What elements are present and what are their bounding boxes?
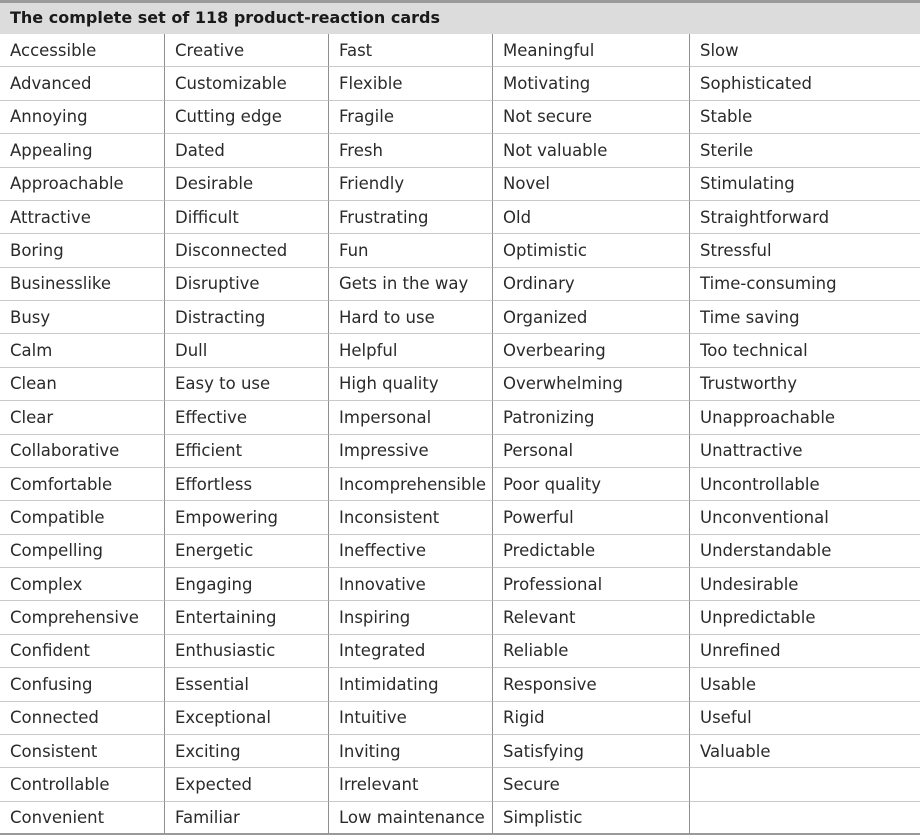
table-cell: Entertaining	[164, 601, 328, 634]
table-cell: Not valuable	[492, 134, 689, 167]
table-cell: Responsive	[492, 668, 689, 701]
table-cell: Useful	[689, 702, 920, 735]
table-cell: Engaging	[164, 568, 328, 601]
table-cell: Time-consuming	[689, 268, 920, 301]
table-cell: Simplistic	[492, 802, 689, 835]
table-cell: Time saving	[689, 301, 920, 334]
table-cell: Usable	[689, 668, 920, 701]
table-cell: Helpful	[328, 334, 492, 367]
table-cell: Efficient	[164, 435, 328, 468]
table-cell: Slow	[689, 34, 920, 67]
table-cell: Motivating	[492, 67, 689, 100]
table-cell: Stimulating	[689, 168, 920, 201]
table-cell: Enthusiastic	[164, 635, 328, 668]
table-cell: Integrated	[328, 635, 492, 668]
table-cell: Impressive	[328, 435, 492, 468]
table-cell: Incomprehensible	[328, 468, 492, 501]
table-cell: Confident	[0, 635, 164, 668]
table-cell: Rigid	[492, 702, 689, 735]
table-cell: Ineffective	[328, 535, 492, 568]
table-cell: Dated	[164, 134, 328, 167]
table-cell: Friendly	[328, 168, 492, 201]
table-cell: Patronizing	[492, 401, 689, 434]
table-cell: Undesirable	[689, 568, 920, 601]
table-cell: Distracting	[164, 301, 328, 334]
table-cell: Exceptional	[164, 702, 328, 735]
table-cell: Creative	[164, 34, 328, 67]
table-cell: Connected	[0, 702, 164, 735]
table-cell: Cutting edge	[164, 101, 328, 134]
table-cell: Collaborative	[0, 435, 164, 468]
table-cell: Comprehensive	[0, 601, 164, 634]
table-cell: Ordinary	[492, 268, 689, 301]
table-cell: Expected	[164, 768, 328, 801]
table-cell: Reliable	[492, 635, 689, 668]
table-cell: Meaningful	[492, 34, 689, 67]
table-cell: Unattractive	[689, 435, 920, 468]
table-cell: Familiar	[164, 802, 328, 835]
table-cell: Powerful	[492, 501, 689, 534]
table-cell: Unconventional	[689, 501, 920, 534]
table-cell: Overbearing	[492, 334, 689, 367]
table-cell: Sterile	[689, 134, 920, 167]
table-cell: Controllable	[0, 768, 164, 801]
table-cell: Consistent	[0, 735, 164, 768]
table-cell: Complex	[0, 568, 164, 601]
table-cell: Compatible	[0, 501, 164, 534]
table-cell: Exciting	[164, 735, 328, 768]
table-cell: Difficult	[164, 201, 328, 234]
table-cell: Novel	[492, 168, 689, 201]
table-cell: Poor quality	[492, 468, 689, 501]
table-cell: Flexible	[328, 67, 492, 100]
table-cell: Fun	[328, 234, 492, 267]
table-cell: Confusing	[0, 668, 164, 701]
table-cell: Secure	[492, 768, 689, 801]
table-cell: Not secure	[492, 101, 689, 134]
table-cell: Busy	[0, 301, 164, 334]
table-cell: Frustrating	[328, 201, 492, 234]
table-cell: Annoying	[0, 101, 164, 134]
table-cell: Unpredictable	[689, 601, 920, 634]
table-cell: Compelling	[0, 535, 164, 568]
table-cell: Customizable	[164, 67, 328, 100]
table-cell: Effortless	[164, 468, 328, 501]
table-cell: Clear	[0, 401, 164, 434]
table-cell: Comfortable	[0, 468, 164, 501]
table-cell	[689, 768, 920, 801]
table-cell: Personal	[492, 435, 689, 468]
table-cell: Convenient	[0, 802, 164, 835]
table-cell: Desirable	[164, 168, 328, 201]
table-cell: Unapproachable	[689, 401, 920, 434]
table-cell: Satisfying	[492, 735, 689, 768]
table-cell: Fresh	[328, 134, 492, 167]
table-cell: Relevant	[492, 601, 689, 634]
table-cell: Uncontrollable	[689, 468, 920, 501]
table-cell: Empowering	[164, 501, 328, 534]
table-cell: Dull	[164, 334, 328, 367]
table-cell: Essential	[164, 668, 328, 701]
table-cell: Stressful	[689, 234, 920, 267]
table-cell: Approachable	[0, 168, 164, 201]
table-cell: Disruptive	[164, 268, 328, 301]
table-cell: High quality	[328, 368, 492, 401]
table-cell: Businesslike	[0, 268, 164, 301]
table-cell: Organized	[492, 301, 689, 334]
table-cell: Clean	[0, 368, 164, 401]
table-cell: Hard to use	[328, 301, 492, 334]
table-cell: Too technical	[689, 334, 920, 367]
table-cell: Impersonal	[328, 401, 492, 434]
table-cell: Inviting	[328, 735, 492, 768]
table-cell: Boring	[0, 234, 164, 267]
table-cell: Easy to use	[164, 368, 328, 401]
table-title: The complete set of 118 product-reaction cards	[0, 0, 920, 34]
table-cell: Understandable	[689, 535, 920, 568]
table-cell: Inconsistent	[328, 501, 492, 534]
table-cell: Intimidating	[328, 668, 492, 701]
table-cell: Predictable	[492, 535, 689, 568]
table-cell: Inspiring	[328, 601, 492, 634]
table-cell: Valuable	[689, 735, 920, 768]
table-cell: Accessible	[0, 34, 164, 67]
table-cell: Low maintenance	[328, 802, 492, 835]
table-cell: Overwhelming	[492, 368, 689, 401]
table-cell: Attractive	[0, 201, 164, 234]
table-cell: Irrelevant	[328, 768, 492, 801]
table-cell: Innovative	[328, 568, 492, 601]
table-cell: Optimistic	[492, 234, 689, 267]
table-cell: Gets in the way	[328, 268, 492, 301]
table-cell: Old	[492, 201, 689, 234]
word-grid	[0, 34, 920, 835]
table-cell: Stable	[689, 101, 920, 134]
table-cell: Trustworthy	[689, 368, 920, 401]
table-cell: Fast	[328, 34, 492, 67]
table-cell: Advanced	[0, 67, 164, 100]
table-cell: Professional	[492, 568, 689, 601]
table-cell: Effective	[164, 401, 328, 434]
table-cell: Energetic	[164, 535, 328, 568]
table-cell: Unrefined	[689, 635, 920, 668]
table-cell: Sophisticated	[689, 67, 920, 100]
table-cell	[689, 802, 920, 835]
table-cell: Intuitive	[328, 702, 492, 735]
table-cell: Appealing	[0, 134, 164, 167]
table-cell: Straightforward	[689, 201, 920, 234]
table-cell: Disconnected	[164, 234, 328, 267]
table-cell: Calm	[0, 334, 164, 367]
table-cell: Fragile	[328, 101, 492, 134]
